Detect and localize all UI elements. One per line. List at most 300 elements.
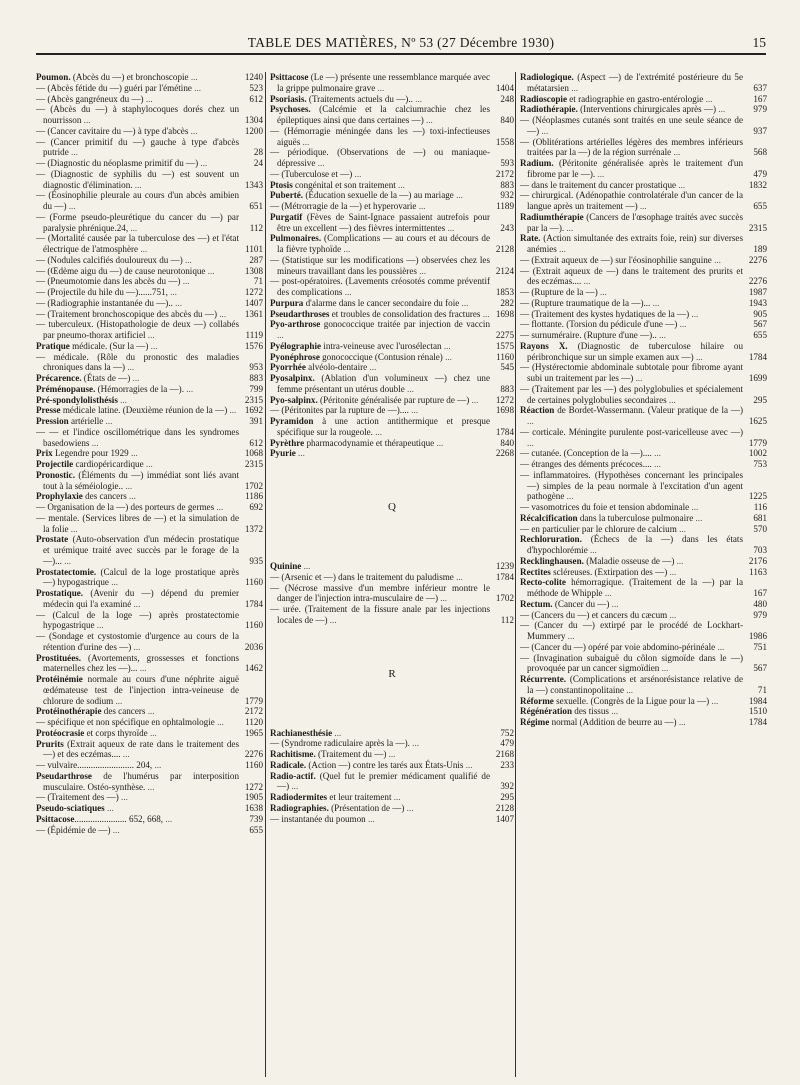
entry-headword: Pyurie [270,448,296,459]
index-entry: — (Extrait aqueux de —) dans le traitement des prurits et des eczémas.... ... 2276 [520,265,767,287]
entry-text: alvéolo-dentaire [305,362,368,373]
entry-headword: Pré-spondylolisthésis [36,394,118,405]
index-entry: — cutanée. (Conception de la —).... ... 1002 [520,448,767,459]
entry-text: (Cancers de l'œsophage traités avec succès par la —). [527,211,743,233]
index-entry: Récalcification dans la tuberculose pulmonaire ... 681 [520,512,767,523]
entry-headword: Radicale. [270,759,307,770]
entry-text: et leur traitement [327,792,392,802]
entry-headword: Rate. [520,233,541,244]
entry-text: — (Cancers du —) et cancers du cæcum [520,609,668,620]
entry-text: — en particulier par le chlorure de calcium [520,523,677,534]
entry-text: cardiopéricardique [73,459,144,469]
entry-headword: Psittacose [36,813,75,824]
entry-headword: Pseudo-sciatiques [36,803,105,813]
entry-page-ref: 612 [249,93,263,104]
entry-page-ref: 655 [753,330,767,340]
entry-text: — (Syndrome radiculaire après la —). [270,738,410,749]
entry-page-ref: 703 [753,545,767,555]
entry-headword: Quinine [270,561,302,571]
entry-text: intra-veineuse avec l'urosélectan [321,340,442,351]
entry-text: congénital et son traitement [292,179,396,190]
index-entry: — instantanée du poumon ... 1407 [270,813,514,824]
entry-page-ref: 1160 [245,760,263,770]
entry-page-ref: 567 [753,663,767,674]
index-entry: Puberté. (Éducation sexuelle de la —) au mariage ... 932 [270,190,514,201]
entry-text: (Ablation d'un volumineux —) chez une femme présentant un utérus double [277,373,490,394]
entry-text: (Aspect —) de l'extrémité postérieure du 5e métatarsien [527,72,743,93]
index-entry: — (Épidémie de —) ... 655 [36,824,263,835]
index-entry: Ptosis congénital et son traitement ... 883 [270,179,514,190]
entry-headword: Rachitisme. [270,749,316,759]
entry-text: (Quel fut le premier médicament qualifié de —) [277,770,490,792]
entry-page-ref: 1853 [495,287,514,297]
entry-page-ref: 1160 [245,620,263,631]
entry-headword: Prostituées. [36,652,82,663]
entry-text: — (Sondage et cystostomie d'urgence au cours de la rétention d'urine des —) [36,631,239,652]
entry-page-ref: 1462 [244,663,263,674]
entry-headword: Ptosis [270,179,293,190]
entry-page-ref: 1068 [244,448,263,459]
entry-page-ref: 167 [753,588,767,598]
entry-text: — (Abcès fétide du —) guéri par l'émétine [36,82,192,93]
entry-text: Legendre pour 1929 [52,448,129,459]
index-entry: Radioscopie et radiographie en gastro-entérologie ... 167 [520,93,767,104]
entry-headword: Récalcification [520,512,578,523]
entry-page-ref: 1784 [495,571,514,582]
entry-text: (Fèves de Saint-Ignace passaient autrefois pour être un excellent —) des fièvres intermittentes [277,211,490,233]
index-entry: — (Abcès gangréneux du —) ... 612 [36,93,263,104]
entry-page-ref: 1163 [749,566,767,577]
index-entry: Projectile cardiopéricardique ... 2315 [36,459,263,469]
entry-text: des tissus [572,706,609,717]
entry-page-ref: 1698 [495,405,514,416]
index-entry: Pyosalpinx. (Ablation d'un volumineux —) chez une femme présentant un utérus double ... 883 [270,373,514,394]
index-entry: Psoriasis. (Traitements actuels du —).. ... 248 [270,93,514,104]
entry-page-ref: 2315 [244,394,263,405]
entry-text: artérielle [68,416,104,426]
entry-text: (Complications et arsénorésistance relative de la —) constantinopolitaine [527,674,743,695]
entry-headword: Radio-actif. [270,770,316,781]
index-entry: Radiumthérapie (Cancers de l'œsophage traités avec succès par la —). ... 2315 [520,211,767,233]
index-entry: Psittacose (Le —) présente une ressemblance marquée avec la grippe pulmonaire grave ... 1404 [270,72,514,93]
entry-page-ref: 1987 [748,287,767,297]
index-entry: Recklinghausen. (Maladie osseuse de —) ... 2176 [520,555,767,566]
index-entry: — vulvaire......................... 204, ... 1160 [36,760,263,770]
page-number: 15 [752,35,766,50]
index-entry: Pyo-salpinx. (Péritonite généralisée par rupture de —) ... 1272 [270,394,514,405]
index-entry: Protéocrasie et corps thyroïde ... 1965 [36,727,263,738]
index-entry: — chirurgical. (Adénopathie controlatérale d'un cancer de la langue après un traitement —) ... 655 [520,190,767,211]
entry-page-ref: 479 [753,168,767,179]
entry-text: (Action —) contre les tarés aux États-Unis [306,759,464,770]
index-entry: Précarence. (États de —) ... 883 [36,373,263,383]
index-entry: — inflammatoires. (Hypothèses concernant les principales —) simples de la peau normale à l'excitation d'un agent pathogène ... 1225 [520,469,767,502]
entry-headword: Pyorrhée [270,362,306,373]
entry-page-ref: 1407 [495,813,514,824]
entry-page-ref: 612 [249,437,263,448]
entry-headword: Recklinghausen. [520,555,584,566]
index-entry: Récurrente. (Complications et arsénorésistance relative de la —) constantinopolitaine ... 71 [520,674,767,695]
entry-text: — (Rupture de la —) [520,287,598,297]
index-entry: — (Diagnostic du néoplasme primitif du —) ... 24 [36,158,263,168]
index-entry: Pyramidon à une action antithermique et presque spécifique sur la rougeole. ... 1784 [270,416,514,437]
index-entry: Rachitisme. (Traitement du —) ... 2168 [270,749,514,759]
entry-page-ref: 1510 [748,706,767,717]
entry-headword: Pyosalpinx. [270,373,315,383]
entry-text: (Péritonite généralisée par rupture de —) [317,394,470,405]
entry-text: médicale latine. (Deuxième réunion de la —) [60,405,228,416]
entry-text: — inflammatoires. (Hypothèses concernant les principales —) simples de la peau normale à l'excitation d'un agent pathogène [520,469,743,502]
entry-page-ref: 71 [253,276,263,287]
entry-page-ref: 1343 [244,179,263,190]
index-entry: — périodique. (Observations de —) ou maniaque-dépressive ... 593 [270,147,514,168]
entry-page-ref: 1698 [495,308,514,319]
entry-headword: Pulmonaires. [270,233,322,244]
page-title: TABLE DES MATIÈRES, Nº 53 (27 Décembre 1930) [247,35,555,50]
index-entry: Pyurie ... 2268 [270,448,514,459]
entry-text: — urée. (Traitement de la fissure anale par les injections locales de —) [270,604,490,625]
entry-headword: Pseudarthroses [270,308,330,319]
entry-text: — (Cancer primitif du —) gauche à type d'abcès putride [36,136,239,158]
entry-headword: Poumon. [36,72,71,82]
entry-page-ref: 116 [753,502,767,512]
index-entry: Prophylaxie des cancers ... 1186 [36,491,263,502]
index-entry: Prurits (Extrait aqueux de rate dans le traitement des —) et des eczémas.... ... 2276 [36,738,263,760]
index-entry: — (Néoplasmes cutanés sont traités en une seule séance de —) ... 937 [520,115,767,136]
entry-page-ref: 2176 [748,555,767,566]
entry-page-ref: 545 [500,362,514,373]
entry-text: des cancers [101,706,146,717]
index-entry: Pression artérielle ... 391 [36,416,263,426]
index-entry: — flottante. (Torsion du pédicule d'une —) ... 567 [520,319,767,330]
index-column-2 [265,72,514,1077]
entry-text: — — et l'indice oscillométrique dans les syndromes basedowiens [36,426,239,448]
entry-text: — (Œdème aigu du —) de cause neurotonique [36,265,206,276]
entry-headword: Protéocrasie [36,727,85,738]
index-entry: — (Traitement des —) ... 1905 [36,792,263,803]
entry-page-ref: 2128 [495,802,514,813]
index-entry: Pratique médicale. (Sur la —) ... 1576 [36,340,263,351]
entry-page-ref: 1239 [495,561,514,571]
entry-page-ref: 24 [253,158,263,168]
index-entry: — étranges des déments précoces.... ... 753 [520,459,767,469]
entry-text: — (Calcul de la loge —) après prostatectomie hypogastrique [36,609,239,631]
entry-page-ref: 2276 [244,749,263,760]
entry-page-ref: 28 [253,147,263,158]
entry-text: (Extrait aqueux de rate dans le traitement des —) et des eczémas.... [43,738,239,760]
entry-page-ref: 112 [500,614,514,625]
entry-text: (Hémorragies de la —). [95,383,184,394]
entry-page-ref: 189 [753,244,767,254]
index-columns [36,72,766,1077]
entry-headword: Rectum. [520,598,553,609]
entry-page-ref: 570 [753,523,767,534]
entry-headword: Protéinothérapie [36,706,102,717]
index-entry: — (Pneumotomie dans les abcès du —) ... 71 [36,276,263,287]
index-entry: — (Nodules calcifiés douloureux du —) ... 287 [36,254,263,265]
entry-page-ref: 567 [753,319,767,330]
index-entry: Pseudo-sciatiques ... 1638 [36,803,263,813]
entry-page-ref: 1779 [244,695,263,706]
index-entry: Préménopause. (Hémorragies de la —). ... 799 [36,383,263,394]
entry-text: — étranges des déments précoces.... [520,459,652,469]
entry-text: — (Arsenic et —) dans le traitement du paludisme [270,571,454,582]
entry-text: (Péritonite généralisée après le traitement d'un fibrome par le —). [527,158,743,179]
index-entry: — (Abcès du —) à staphylocoques dorés chez un nourrisson ... 1304 [36,104,263,125]
index-entry: Recto-colite hémorragique. (Traitement de la —) par la méthode de Whipple ... 167 [520,577,767,598]
entry-page-ref: 2124 [495,265,514,276]
entry-page-ref: 753 [753,459,767,469]
index-entry: — corticale. Méningite purulente post-varicelleuse avec —) ... 1779 [520,426,767,448]
entry-text: — (Éosinophilie pleurale au cours d'un abcès amibien du —) [36,190,239,211]
entry-page-ref: 1576 [244,340,263,351]
index-entry: Pyrèthre pharmacodynamie et thérapeutique ... 840 [270,437,514,448]
entry-text: — (Hystérectomie abdominale subtotale pour fibrome ayant subi un traitement par les —) [520,362,743,383]
entry-page-ref: 651 [249,201,263,211]
entry-page-ref: 937 [753,125,767,136]
entry-headword: Pression [36,416,69,426]
entry-page-ref: 1784 [244,598,263,609]
index-entry: Pyorrhée alvéolo-dentaire ... 545 [270,362,514,373]
entry-headword: Précarence. [36,373,82,383]
entry-page-ref: 1225 [748,491,767,502]
index-entry: Psittacose....................... 652, 668, ... 739 [36,813,263,824]
entry-text: — surnuméraire. (Rupture d'une —).. [520,330,657,340]
entry-text: — (Radiographie instantanée du —).. [36,297,173,308]
entry-text: — (Extrait aqueux de —) dans le traitement des prurits et des eczémas.... [520,265,743,287]
entry-text: dans la tuberculose pulmonaire [577,512,694,523]
entry-headword: Radiologique. [520,72,574,82]
index-entry: Réaction de Bordet-Wassermann. (Valeur pratique de la —) ... 1625 [520,405,767,426]
entry-text: — (Néoplasmes cutanés sont traités en une seule séance de —) [520,115,743,136]
entry-page-ref: 1404 [495,82,514,93]
entry-text: — (Cancer du —) opéré par voie abdomino-périnéale [520,641,716,652]
entry-text: des cancers [82,491,127,502]
index-entry: Pronostic. (Éléments du —) immédiat sont liés avant tout à la séméiologie.. ... 1702 [36,469,263,491]
index-entry: — — et l'indice oscillométrique dans les syndromes basedowiens ... 612 [36,426,263,448]
index-entry: — (Statistique sur les modifications —) observées chez les mineurs travaillant dans les poussières ... 2124 [270,254,514,276]
entry-text: (Avenir du —) dépend du premier médecin qui l'a examiné [43,588,239,609]
entry-page-ref: 392 [500,781,514,792]
index-entry: Radiologique. (Aspect —) de l'extrémité postérieure du 5e métatarsien ... 637 [520,72,767,93]
entry-text: — Organisation de la —) des porteurs de germes [36,502,215,512]
entry-text: (Abcès du —) et bronchoscopie [70,72,189,82]
entry-page-ref: 2275 [495,330,514,340]
entry-text: sexuelle. (Congrès de la Ligue pour la —) [553,695,710,706]
entry-text: (Éducation sexuelle de la —) au mariage [303,190,454,201]
index-entry: — (Sondage et cystostomie d'urgence au cours de la rétention d'urine des —) ... 2036 [36,631,263,652]
entry-text: — (Statistique sur les modifications —) observées chez les mineurs travaillant dans les poussières [270,254,490,276]
entry-page-ref: 883 [500,179,514,190]
entry-page-ref: 1943 [748,297,767,308]
index-entry: Pyo-arthrose gonococcique traitée par injection de vaccin ... 2275 [270,319,514,340]
entry-page-ref: 287 [249,254,263,265]
entry-page-ref: 655 [753,201,767,211]
entry-text: — (Cancer du —) extirpé par le procédé de Lockhart-Mummery [520,620,743,641]
entry-text: (Diagnostic de tuberculose hilaire ou péribronchique sur un simple examen aux —) [527,340,743,362]
entry-page-ref: 1304 [244,115,263,125]
entry-text: — périodique. (Observations de —) ou maniaque-dépressive [270,147,490,168]
entry-text: ....................... 652, 668, [74,813,164,824]
entry-page-ref: 1779 [748,437,767,448]
entry-text: — mentale. (Services libres de —) et la simulation de la folie [36,512,239,534]
index-entry: Radiographies. (Présentation de —) ... 2128 [270,802,514,813]
entry-headword: Recto-colite [520,577,566,588]
index-entry: — (Péritonites par la rupture de —).... ... 1698 [270,405,514,416]
entry-text: (Traitement du —) [315,749,387,759]
index-entry: — (Rupture de la —) ... 1987 [520,287,767,297]
entry-page-ref: 1784 [748,351,767,362]
entry-text: (Cancer du —) [552,598,610,609]
section-letter: R [388,667,396,680]
entry-page-ref: 681 [753,512,767,523]
entry-page-ref: 1361 [244,308,263,319]
entry-page-ref: 2315 [244,459,263,469]
entry-text: (Traitements actuels du —).. [306,93,413,104]
entry-page-ref: 248 [500,93,514,104]
index-entry: Quinine ... 1239 [270,561,514,571]
entry-page-ref: 1575 [495,340,514,351]
entry-headword: Pyramidon [270,416,314,426]
entry-page-ref: 233 [500,759,514,770]
entry-text: — (Abcès du —) à staphylocoques dorés chez un nourrisson [36,104,239,125]
entry-page-ref: 2276 [748,276,767,287]
index-entry: Rate. (Action simultanée des extraits foie, rein) sur diverses anémies ... 189 [520,233,767,254]
entry-page-ref: 1186 [245,491,263,502]
entry-text: — flottante. (Torsion du pédicule d'une —) [520,319,678,330]
entry-text: (Échecs de la —) dans les états d'hypochlorémie [527,534,743,555]
entry-headword: Presse [36,405,61,416]
index-entry: — (Calcul de la loge —) après prostatectomie hypogastrique ... 1160 [36,609,263,631]
entry-text: (Calcul de la loge prostatique après —) hypogastrique [43,566,239,588]
index-entry: — (Extrait aqueux de —) sur l'éosinophilie sanguine ... 2276 [520,254,767,265]
index-entry: Pyélographie intra-veineuse avec l'urosélectan ... 1575 [270,340,514,351]
index-entry: Presse médicale latine. (Deuxième réunion de la —) ... 1692 [36,405,263,416]
index-entry: — (Éosinophilie pleurale au cours d'un abcès amibien du —) ... 651 [36,190,263,211]
entry-page-ref: 1702 [244,480,263,491]
entry-headword: Préménopause. [36,383,96,394]
entry-text: normal (Addition de beurre au —) [549,717,677,727]
entry-headword: Pratique [36,340,70,351]
entry-headword: Radium. [520,158,554,168]
section-letter: Q [388,501,396,513]
entry-page-ref: 2276 [748,254,767,265]
entry-headword: Récurrente. [520,674,567,684]
index-entry: — urée. (Traitement de la fissure anale par les injections locales de —) ... 112 [270,604,514,625]
entry-text: — (Traitement par les —) des polyglobulies et spécialement de certaines polyglobulies secondaires [520,383,743,405]
entry-page-ref: 1160 [496,351,514,362]
entry-text: (Maladie osseuse de —) [583,555,675,566]
entry-page-ref: 883 [500,383,514,394]
index-entry: Radicale. (Action —) contre les tarés aux États-Unis ... 233 [270,759,514,770]
entry-page-ref: 1407 [244,297,263,308]
entry-page-ref: 1272 [244,287,263,297]
index-entry: — (Traitement bronchoscopique des abcès du —) ... 1361 [36,308,263,319]
index-entry: — (Cancer cavitaire du —) à type d'abcès ... 1200 [36,125,263,136]
entry-page-ref: 655 [249,824,263,835]
entry-page-ref: 1101 [245,244,263,254]
entry-page-ref: 1160 [245,577,263,588]
entry-text: — (Cancer cavitaire du —) à type d'abcès [36,125,189,136]
index-entry: Purgatif (Fèves de Saint-Ignace passaient autrefois pour être un excellent —) des fièvres intermittentes ... 243 [270,211,514,233]
index-entry: — (Arsenic et —) dans le traitement du paludisme ... 1784 [270,571,514,582]
index-entry: — vasomotrices du foie et tension abdominale ... 116 [520,502,767,512]
index-entry: — (Tuberculose et —) ... 2172 [270,168,514,179]
entry-page-ref: 1200 [244,125,263,136]
index-entry: Pyonéphrose gonococcique (Contusion rénale) ... 1160 [270,351,514,362]
entry-page-ref: 752 [500,727,514,738]
entry-page-ref: 2268 [495,448,514,459]
entry-page-ref: 1692 [244,405,263,416]
index-entry: — (Oblitérations artérielles légères des membres inférieurs traitées par la —) de la région surrénale ... 568 [520,136,767,158]
index-entry: — (Métrorragie de la —) et hyperovarie ... 1189 [270,201,514,211]
entry-headword: Pronostic. [36,469,75,480]
entry-headword: Radiodermites [270,792,328,802]
entry-text: — chirurgical. (Adénopathie controlatérale d'un cancer de la langue après un traitement —) [520,190,743,211]
entry-text: — (Hémorragie méningée dans les —) toxi-infectieuses aiguës [270,125,490,147]
entry-text: — (Rupture traumatique de la —)... [520,297,651,308]
entry-text: (Complications — au cours et au décours de la fièvre typhoïde [277,233,490,254]
entry-text: à une action antithermique et presque spécifique sur la rougeole. [277,416,490,437]
index-entry: — (Cancer primitif du —) gauche à type d'abcès putride ... 28 [36,136,263,158]
entry-headword: Rechloruration. [520,534,582,545]
entry-page-ref: 935 [249,555,263,566]
index-entry: Rectum. (Cancer du —) ... 480 [520,598,767,609]
index-entry: Pseudarthrose de l'humérus par interposition musculaire. Ostéo-synthèse. ... 1272 [36,770,263,792]
index-entry: Radium. (Péritonite généralisée après le traitement d'un fibrome par le —). ... 479 [520,158,767,179]
index-entry: — (Traitement des kystes hydatiques de la —) ... 905 [520,308,767,319]
entry-headword: Radiographies. [270,802,329,813]
entry-text: — (Diagnostic du néoplasme primitif du —) [36,158,199,168]
index-entry: Prostate (Auto-observation d'un médecin prostatique et urémique traité avec succès par le forage de la —)... ... 935 [36,534,263,566]
entry-page-ref: 979 [753,609,767,620]
entry-text: — tuberculeux. (Histopathologie de deux —) collabés par pneumo-thorax artificiel [36,319,239,340]
index-entry: Rectites scléreuses. (Extirpation des —) ... 1163 [520,566,767,577]
entry-page-ref: 1272 [495,394,514,405]
entry-headword: Prostate [36,534,69,545]
index-entry: Régime normal (Addition de beurre au —) ... 1784 [520,717,767,727]
entry-page-ref: 1986 [748,631,767,641]
index-entry: Rayons X. (Diagnostic de tuberculose hilaire ou péribronchique sur un simple examen aux —) ... 1784 [520,340,767,362]
entry-headword: Purpura [270,297,304,308]
index-entry: — post-opératoires. (Lavements créosotés comme préventif des complications ... 1853 [270,276,514,297]
entry-page-ref: 295 [500,792,514,802]
entry-page-ref: 2036 [244,641,263,652]
entry-text: (Présentation de —) [328,802,405,813]
entry-headword: Pyélographie [270,340,322,351]
entry-text: — post-opératoires. (Lavements créosotés comme préventif des complications [270,276,490,297]
index-entry: Poumon. (Abcès du —) et bronchoscopie ... 1240 [36,72,263,82]
entry-text: — (Péritonites par la rupture de —).... [270,405,409,416]
index-entry: — spécifique et non spécifique en ophtalmologie ... 1120 [36,717,263,727]
entry-page-ref: 71 [757,684,767,695]
entry-text: gonococcique (Contusion rénale) [319,351,443,362]
index-entry: — (Traitement par les —) des polyglobulies et spécialement de certaines polyglobulies secondaires ... 295 [520,383,767,405]
entry-text: — (Tuberculose et —) [270,168,353,179]
entry-page-ref: 953 [249,362,263,373]
entry-text: médicale. (Sur la —) [69,340,149,351]
entry-page-ref: 1784 [748,717,767,727]
entry-text: (Le —) présente une ressemblance marquée avec la grippe pulmonaire grave [277,72,490,93]
index-entry: Purpura d'alarme dans le cancer secondaire du foie ... 282 [270,297,514,308]
index-entry: Prostatectomie. (Calcul de la loge prostatique après —) hypogastrique ... 1160 [36,566,263,588]
entry-page-ref: 1120 [245,717,263,727]
index-entry: Rachianesthésie ... 752 [270,727,514,738]
entry-page-ref: 1638 [244,803,263,813]
index-entry: — Organisation de la —) des porteurs de germes ... 692 [36,502,263,512]
entry-text: (Interventions chirurgicales après —) [577,104,717,115]
entry-headword: Psoriasis. [270,93,307,104]
